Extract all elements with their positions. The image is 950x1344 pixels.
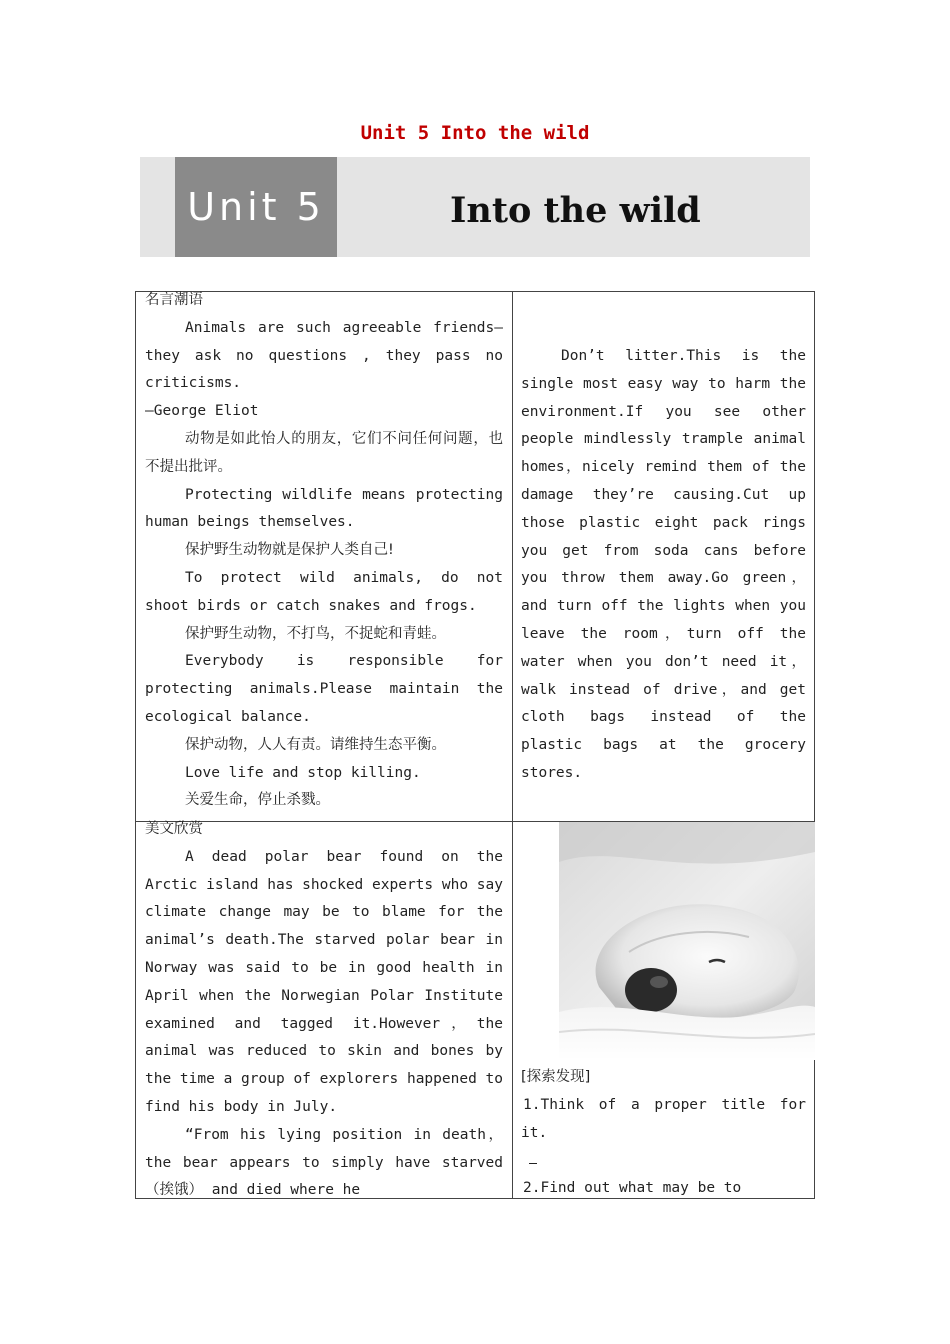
- quote-line: —George Eliot: [145, 403, 259, 420]
- article-cell: [145, 816, 503, 1199]
- tip-paragraph: Don’t litter.This is the single most easy way to harm the environment.If you see other people mindlessly trample animal homes，nicely remind them of the damage they’re causing.Cut up those plastic eight pack rings you get from soda cans before you throw them away.Go green，and turn off the lights when you leave the room，turn off the water when you don’t need it，walk instead of drive，and get cloth bags instead of the plastic bags at the grocery stores.: [521, 348, 806, 781]
- seal-pup-photo: [559, 822, 815, 1060]
- quote-line: 关爱生命，停止杀戮。: [185, 792, 330, 809]
- unit-title: Into the wild: [450, 190, 701, 231]
- quote-line: 动物是如此怡人的朋友，它们不问任何问题，也不提出批评。: [145, 430, 503, 475]
- content-table: [135, 291, 815, 1199]
- quote-line: 保护野生动物，不打鸟，不捉蛇和青蛙。: [185, 625, 446, 642]
- unit-banner: [140, 157, 810, 257]
- article-paragraph-1: A dead polar bear found on the Arctic island has shocked experts who say climate change may be to blame for the animal’s death.The starved polar bear in Norway was said to be in good health in April when the Norwegian Polar Institute examined and tagged it.However，the animal was reduced to skin and bones by the time a group of explorers happened to find his body in July.: [145, 848, 503, 1115]
- explore-question-2: 2.Find out what may be to: [523, 1180, 742, 1197]
- article-paragraph-2: “From his lying position in death，the bear appears to simply have starved （挨饿） and died where he: [145, 1126, 503, 1199]
- quote-line: 保护动物，人人有责。请维持生态平衡。: [185, 736, 446, 753]
- quote-line: Protecting wildlife means protecting human beings themselves.: [145, 486, 503, 531]
- answer-blank: [521, 1147, 806, 1175]
- explore-cell: [521, 1064, 806, 1199]
- quotes-heading: 名言潮语: [145, 292, 203, 308]
- seal-pup-image: [559, 822, 815, 1060]
- unit-number: Unit 5: [175, 157, 337, 257]
- quote-line: To protect wild animals, do not shoot birds or catch snakes and frogs.: [145, 569, 503, 614]
- quote-line: Love life and stop killing.: [185, 764, 421, 781]
- tip-cell: [521, 343, 806, 813]
- article-heading: 美文欣赏: [145, 821, 203, 837]
- quote-line: Animals are such agreeable friends—they ask no questions , they pass no criticisms.: [145, 319, 503, 392]
- quote-line: 保护野生动物就是保护人类自己!: [185, 542, 394, 559]
- quote-line: Everybody is responsible for protecting animals.Please maintain the ecological balance.: [145, 653, 503, 725]
- document-title: Unit 5 Into the wild: [360, 122, 590, 144]
- quotes-list: [145, 315, 503, 815]
- table-divider-vertical: [512, 292, 513, 1198]
- explore-question-1: 1.Think of a proper title for it.: [521, 1096, 806, 1141]
- quotes-cell: [145, 287, 503, 820]
- explore-heading: [探索发现]: [521, 1069, 591, 1085]
